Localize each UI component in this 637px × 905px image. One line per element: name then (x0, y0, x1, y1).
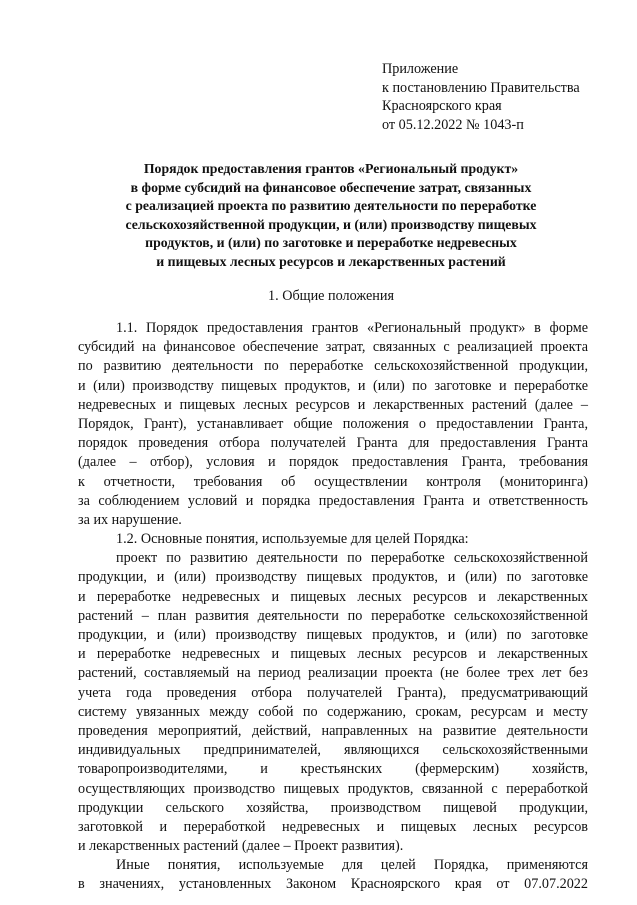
paragraph-line: растений, составляемый на период реализации проекта (не более трех лет без (78, 665, 588, 682)
paragraph-line: продукции сельского хозяйства, производством пищевой продукции, (78, 799, 588, 816)
paragraph-line: растений – план развития деятельности по переработке сельскохозяйственной (78, 607, 588, 624)
paragraph-line: продукции, и (или) производству пищевых продуктов, и (или) по заготовке (78, 569, 588, 586)
appendix-line: Красноярского края (382, 98, 502, 114)
paragraph-line: субсидий на финансовое обеспечение затрат, связанных с реализацией проекта (78, 339, 588, 356)
appendix-line: к постановлению Правительства (382, 79, 580, 96)
paragraph-line: Иные понятия, используемые для целей Порядка, применяются (116, 857, 588, 874)
paragraph-line: индивидуальных предпринимателей, являющихся сельскохозяйственными (78, 742, 588, 759)
paragraph-line: и переработке недревесных и пищевых лесных ресурсов и лекарственных (78, 646, 588, 663)
title-line: и пищевых лесных ресурсов и лекарственных растений (156, 253, 506, 269)
paragraph-line: за соблюдением условий и порядка предоставления Гранта и ответственность (78, 492, 588, 509)
title-line: продуктов, и (или) по заготовке и переработке недревесных (145, 235, 517, 250)
document-title (70, 160, 592, 271)
body-text (78, 319, 588, 895)
paragraph-line: 1.1. Порядок предоставления грантов «Региональный продукт» в форме (116, 320, 588, 336)
paragraph-line: (далее – отбор), условия и порядок предоставления Гранта, требования (78, 454, 588, 471)
paragraph-line: проект по развитию деятельности по переработке сельскохозяйственной (116, 550, 588, 567)
appendix-line: Приложение (382, 61, 459, 77)
paragraph-line: и лекарственных растений (далее – Проект развития). (78, 838, 404, 855)
paragraph-line: 1.2. Основные понятия, используемые для целей Порядка: (116, 531, 469, 548)
paragraph-line: проведения мероприятий, действий, направленных на развитие деятельности (78, 722, 588, 739)
paragraph-line: осуществляющих производство пищевых продуктов, связанной с переработкой (78, 780, 588, 797)
paragraph-line: Порядок, Грант), устанавливает общие положения о предоставлении Гранта, (78, 415, 588, 432)
paragraph-line: учета года проведения отбора получателей Гранта), предусматривающий (78, 684, 588, 701)
paragraph-line: за их нарушение. (78, 511, 182, 528)
paragraph-line: в значениях, установленных Законом Красноярского края от 07.07.2022 (78, 876, 588, 893)
paragraph-line: систему увязанных между собой по содержанию, срокам, ресурсам и месту (78, 703, 588, 720)
title-line: сельскохозяйственной продукции, и (или) производству пищевых (125, 216, 537, 232)
section-heading: 1. Общие положения (268, 288, 394, 304)
paragraph-line: к отчетности, требования об осуществлении контроля (мониторинга) (78, 473, 588, 490)
paragraph-line: и (или) производству пищевых продуктов, и (или) по заготовке и переработке (78, 377, 588, 394)
appendix-line: от 05.12.2022 № 1043-п (382, 116, 524, 133)
paragraph-line: порядок проведения отбора получателей Гранта для предоставления Гранта (78, 435, 588, 452)
paragraph-line: продукции, и (или) производству пищевых продуктов, и (или) по заготовке (78, 627, 588, 643)
paragraph-line: недревесных и пищевых лесных ресурсов и лекарственных растений (далее – (78, 396, 588, 413)
paragraph-line: заготовкой и переработкой недревесных и пищевых лесных ресурсов (78, 818, 588, 835)
appendix-block (382, 60, 580, 134)
title-line: в форме субсидий на финансовое обеспечение затрат, связанных (130, 179, 532, 195)
paragraph-line: товаропроизводителями, и крестьянских (фермерским) хозяйств, (78, 761, 588, 778)
title-line: Порядок предоставления грантов «Региональный продукт» (143, 161, 519, 176)
paragraph-line: и переработке недревесных и пищевых лесных ресурсов и лекарственных (78, 588, 588, 605)
paragraph-line: по развитию деятельности по переработке сельскохозяйственной продукции, (78, 358, 588, 375)
title-line: с реализацией проекта по развитию деятельности по переработке (125, 198, 537, 213)
